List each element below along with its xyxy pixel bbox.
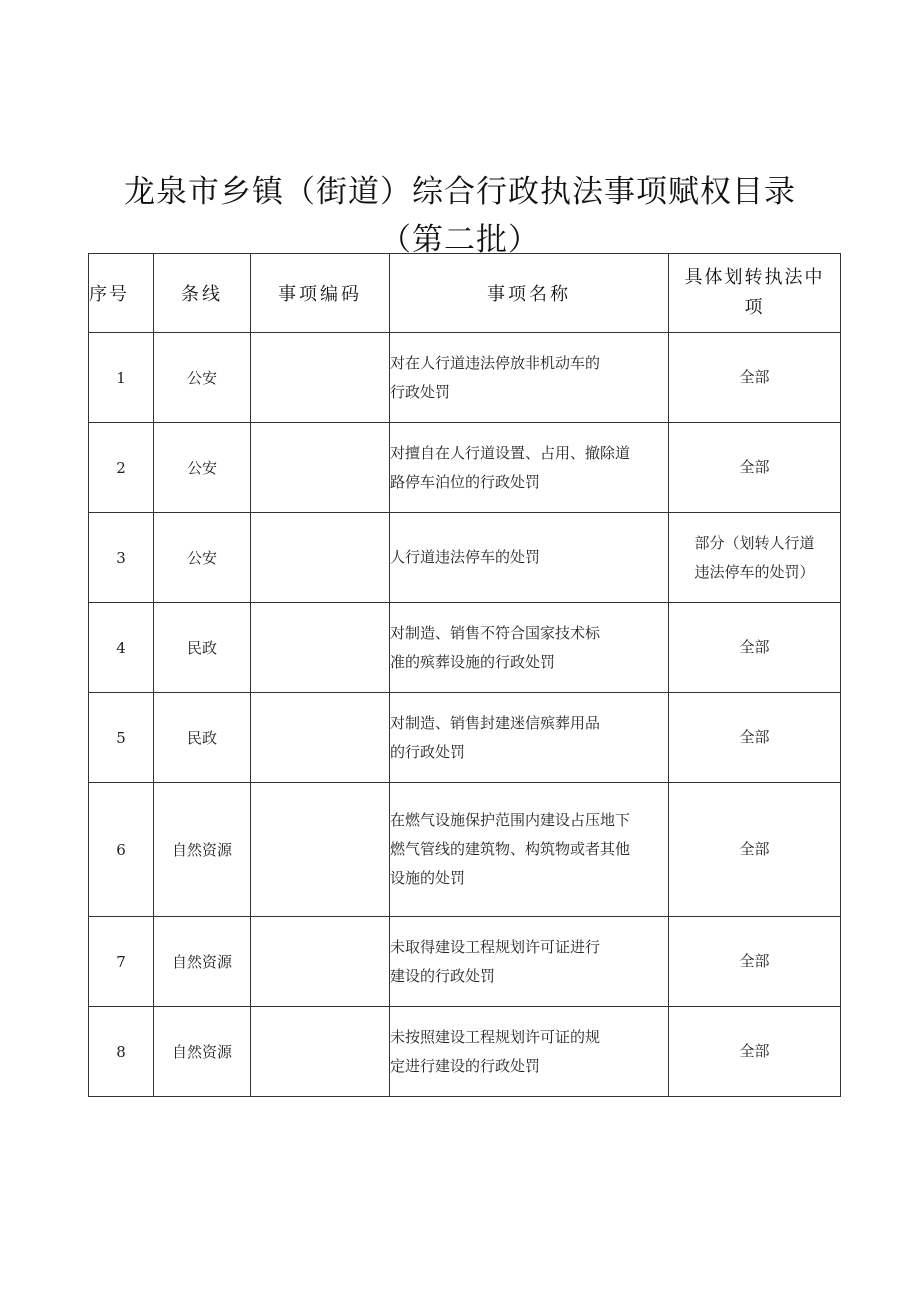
- cell-name: [390, 333, 669, 423]
- cell-name-line: 对制造、销售封建迷信殡葬用品: [390, 713, 601, 732]
- cell-name-line: 定进行建设的行政处罚: [390, 1056, 541, 1075]
- table-row: [89, 693, 841, 783]
- cell-scope: [669, 423, 841, 513]
- table-row: [89, 333, 841, 423]
- cell-scope-line: 全部: [739, 840, 770, 858]
- cell-seq: 1: [89, 333, 154, 423]
- cell-scope-line: 全部: [739, 368, 770, 386]
- cell-name-line: 未取得建设工程规划许可证进行: [390, 937, 601, 956]
- cell-name: [390, 1007, 669, 1097]
- cell-line: 民政: [154, 603, 251, 693]
- cell-name-line: 人行道违法停车的处罚: [390, 548, 541, 566]
- header-line: 条线: [154, 254, 251, 333]
- cell-line: 自然资源: [154, 917, 251, 1007]
- cell-scope: [669, 1007, 841, 1097]
- cell-code: [251, 333, 390, 423]
- cell-scope: [669, 917, 841, 1007]
- header-code: 事项编码: [251, 254, 390, 333]
- cell-code: [251, 1007, 390, 1097]
- cell-code: [251, 917, 390, 1007]
- cell-name-line: 路停车泊位的行政处罚: [390, 472, 541, 491]
- document-title: 龙泉市乡镇（街道）综合行政执法事项赋权目录: [124, 174, 796, 210]
- cell-seq: 3: [89, 513, 154, 603]
- cell-seq: 5: [89, 693, 154, 783]
- cell-name-line: 燃气管线的建筑物、构筑物或者其他: [390, 840, 631, 858]
- table-row: [89, 917, 841, 1007]
- cell-code: [251, 603, 390, 693]
- cell-scope-line: 部分（划转人行道: [694, 533, 815, 552]
- cell-scope: [669, 693, 841, 783]
- cell-name: [390, 423, 669, 513]
- cell-scope: [669, 783, 841, 917]
- cell-seq: 7: [89, 917, 154, 1007]
- cell-scope-line: 全部: [739, 952, 770, 970]
- cell-name: [390, 917, 669, 1007]
- cell-name-line: 准的殡葬设施的行政处罚: [390, 652, 556, 671]
- table-row: [89, 423, 841, 513]
- cell-name: [390, 783, 669, 917]
- cell-code: [251, 423, 390, 513]
- cell-line: 民政: [154, 693, 251, 783]
- header-scope: [669, 254, 841, 333]
- authorization-table: [88, 253, 841, 1097]
- header-scope-line1: 具体划转执法中: [684, 267, 825, 288]
- cell-scope-line: 全部: [739, 1042, 770, 1060]
- cell-code: [251, 693, 390, 783]
- cell-scope: [669, 333, 841, 423]
- cell-scope-line: 全部: [739, 458, 770, 476]
- cell-code: [251, 513, 390, 603]
- cell-line: 公安: [154, 423, 251, 513]
- cell-seq: 6: [89, 783, 154, 917]
- cell-line: 自然资源: [154, 783, 251, 917]
- table-row: [89, 513, 841, 603]
- cell-scope-line: 违法停车的处罚）: [694, 562, 815, 581]
- cell-name-line: 建设的行政处罚: [390, 966, 496, 985]
- table-row: [89, 603, 841, 693]
- table-row: [89, 783, 841, 917]
- cell-name-line: 未按照建设工程规划许可证的规: [390, 1027, 601, 1046]
- cell-name-line: 的行政处罚: [390, 742, 466, 761]
- cell-name-line: 对制造、销售不符合国家技术标: [390, 623, 601, 642]
- document-subtitle: （第二批）: [380, 222, 540, 258]
- cell-seq: 4: [89, 603, 154, 693]
- cell-seq: 2: [89, 423, 154, 513]
- cell-line: 自然资源: [154, 1007, 251, 1097]
- cell-name-line: 行政处罚: [390, 382, 451, 401]
- header-name: 事项名称: [390, 254, 669, 333]
- cell-scope: [669, 603, 841, 693]
- cell-name: [390, 513, 669, 603]
- table-header-row: [89, 254, 841, 333]
- header-seq: 序号: [89, 254, 154, 333]
- cell-name-line: 对在人行道违法停放非机动车的: [390, 353, 601, 372]
- cell-seq: 8: [89, 1007, 154, 1097]
- cell-scope: [669, 513, 841, 603]
- cell-name-line: 对擅自在人行道设置、占用、撤除道: [390, 443, 631, 462]
- cell-name-line: 设施的处罚: [390, 869, 466, 887]
- cell-line: 公安: [154, 513, 251, 603]
- cell-code: [251, 783, 390, 917]
- cell-name: [390, 603, 669, 693]
- cell-name: [390, 693, 669, 783]
- cell-name-line: 在燃气设施保护范围内建设占压地下: [390, 811, 631, 829]
- table-row: [89, 1007, 841, 1097]
- header-scope-line2: 项: [744, 297, 765, 318]
- cell-line: 公安: [154, 333, 251, 423]
- cell-scope-line: 全部: [739, 728, 770, 746]
- cell-scope-line: 全部: [739, 638, 770, 656]
